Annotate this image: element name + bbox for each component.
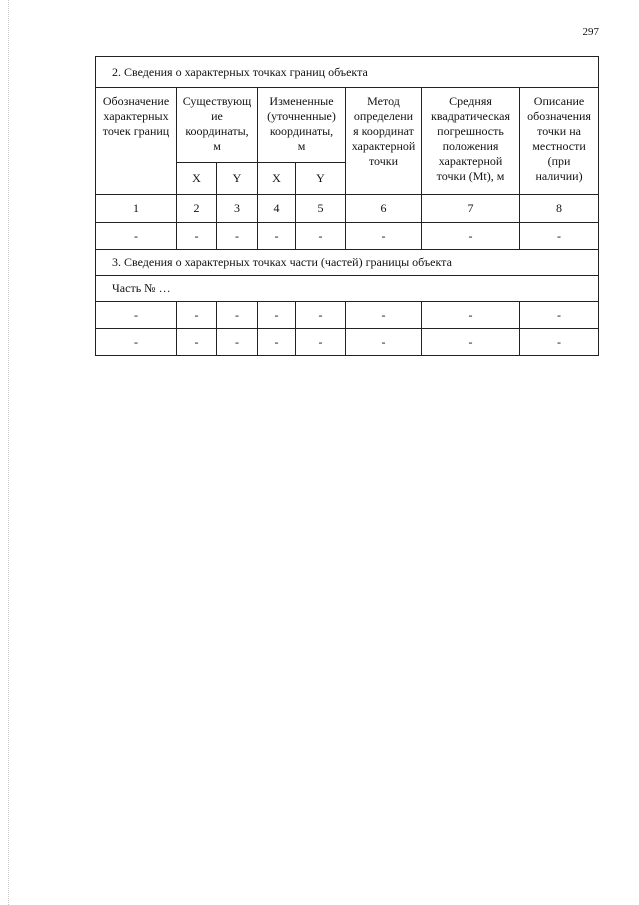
subheader-changed-y: Y: [296, 163, 346, 195]
table-cell: -: [346, 302, 422, 329]
subheader-existing-y: Y: [217, 163, 258, 195]
table-cell: -: [177, 329, 217, 356]
subheader-existing-x: X: [177, 163, 217, 195]
section2-title: 2. Сведения о характерных точках границ объекта: [96, 57, 599, 88]
table-cell: -: [520, 329, 599, 356]
section3-title: 3. Сведения о характерных точках части (частей) границы объекта: [96, 250, 599, 276]
table-cell: -: [422, 302, 520, 329]
column-number: 4: [258, 195, 296, 223]
table-cell: -: [96, 329, 177, 356]
header-mean-square-error: Средняя квадратическая погрешность положения характерной точки (Mt), м: [422, 88, 520, 195]
table-cell: -: [422, 329, 520, 356]
table-cell: -: [296, 329, 346, 356]
column-number: 1: [96, 195, 177, 223]
table-cell: -: [346, 223, 422, 250]
subheader-changed-x: X: [258, 163, 296, 195]
column-number: 3: [217, 195, 258, 223]
table-cell: -: [96, 223, 177, 250]
table-cell: -: [346, 329, 422, 356]
header-designation: Обозначение характерных точек границ: [96, 88, 177, 195]
table-cell: -: [217, 223, 258, 250]
table-row: [96, 329, 599, 356]
table-cell: -: [422, 223, 520, 250]
column-number: 6: [346, 195, 422, 223]
page-number: 297: [582, 26, 599, 38]
part-label: Часть № …: [96, 276, 599, 302]
header-existing-coordinates: Существующ ие координаты, м: [177, 88, 258, 163]
table-cell: -: [217, 329, 258, 356]
table-cell: -: [296, 223, 346, 250]
table-cell: -: [258, 223, 296, 250]
column-number: 8: [520, 195, 599, 223]
table-cell: -: [520, 302, 599, 329]
table-cell: -: [296, 302, 346, 329]
column-number: 5: [296, 195, 346, 223]
header-description: Описание обозначения точки на местности (при наличии): [520, 88, 599, 195]
table-cell: -: [177, 302, 217, 329]
boundary-points-table: [95, 56, 599, 356]
table-cell: -: [258, 329, 296, 356]
header-changed-coordinates: Измененные (уточненные) координаты, м: [258, 88, 346, 163]
table-row: [96, 223, 599, 250]
table-cell: -: [258, 302, 296, 329]
column-number: 2: [177, 195, 217, 223]
header-method: Метод определени я координат характерной точки: [346, 88, 422, 195]
table-cell: -: [96, 302, 177, 329]
table-cell: -: [177, 223, 217, 250]
column-number: 7: [422, 195, 520, 223]
table-cell: -: [520, 223, 599, 250]
page-edge-line: [8, 0, 9, 905]
table-row: [96, 302, 599, 329]
table-cell: -: [217, 302, 258, 329]
